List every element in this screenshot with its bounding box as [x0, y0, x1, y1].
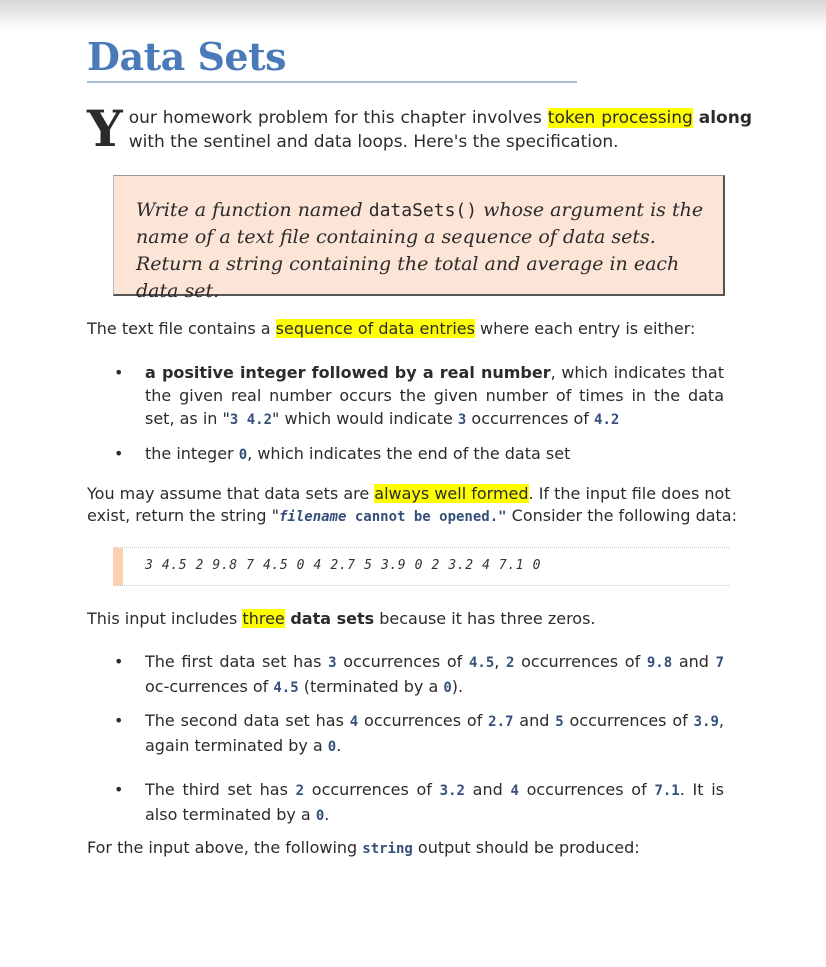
highlight-sequence: sequence of data entries — [275, 319, 475, 338]
three-sets-paragraph: This input includes three data sets because it has three zeros. — [87, 609, 596, 628]
function-name-code: dataSets() — [368, 200, 478, 221]
specification-box — [113, 175, 725, 302]
code-sample-box — [113, 547, 729, 586]
entry-types-list — [114, 361, 724, 467]
entries-paragraph: The text file contains a sequence of data entries where each entry is either: — [87, 319, 696, 338]
list-item: • The third set has 2 occurrences of 3.2 and 4 occurrences of 7.1. It is also terminated by a 0. — [114, 778, 724, 828]
list-item: • the integer 0, which indicates the end of the data set — [114, 442, 724, 467]
page-title: Data Sets — [87, 34, 287, 79]
assumption-paragraph: You may assume that data sets are always well formed. If the input file does not exist, return the string "filename cannot be opened." Consider the following data: — [87, 484, 737, 525]
list-item: • a positive integer followed by a real number, which indicates that the given real number occurs the given number of times in the data set, as in "3 4.2" which would indicate 3 occurrences of 4.2 — [114, 361, 724, 432]
highlight-three: three — [242, 609, 285, 628]
data-sets-list — [114, 650, 724, 828]
code-sample: 3 4.5 2 9.8 7 4.5 0 4 2.7 5 3.9 0 2 3.2 4 7.1 0 — [145, 558, 542, 573]
highlight-well-formed: always well formed — [374, 484, 529, 503]
intro-paragraph: Your homework problem for this chapter involves token processing along with the sentinel and data loops. Here's the specification. — [87, 99, 752, 158]
drop-cap: Y — [87, 99, 123, 158]
top-shadow — [0, 0, 826, 30]
highlight-token-processing: token processing — [547, 108, 693, 128]
output-paragraph: For the input above, the following string output should be produced: — [87, 838, 640, 857]
list-item: • The second data set has 4 occurrences of 2.7 and 5 occurrences of 3.9, again terminated by a 0. — [114, 709, 724, 759]
list-item: • The first data set has 3 occurrences of 4.5, 2 occurrences of 9.8 and 7 oc-currences of 4.5 (terminated by a 0). — [114, 650, 724, 700]
specification-text: Write a function named dataSets() whose argument is the name of a text file containing a sequence of data sets. Return a string containing the total and average in each data set. — [136, 199, 704, 302]
title-underline — [87, 81, 577, 83]
